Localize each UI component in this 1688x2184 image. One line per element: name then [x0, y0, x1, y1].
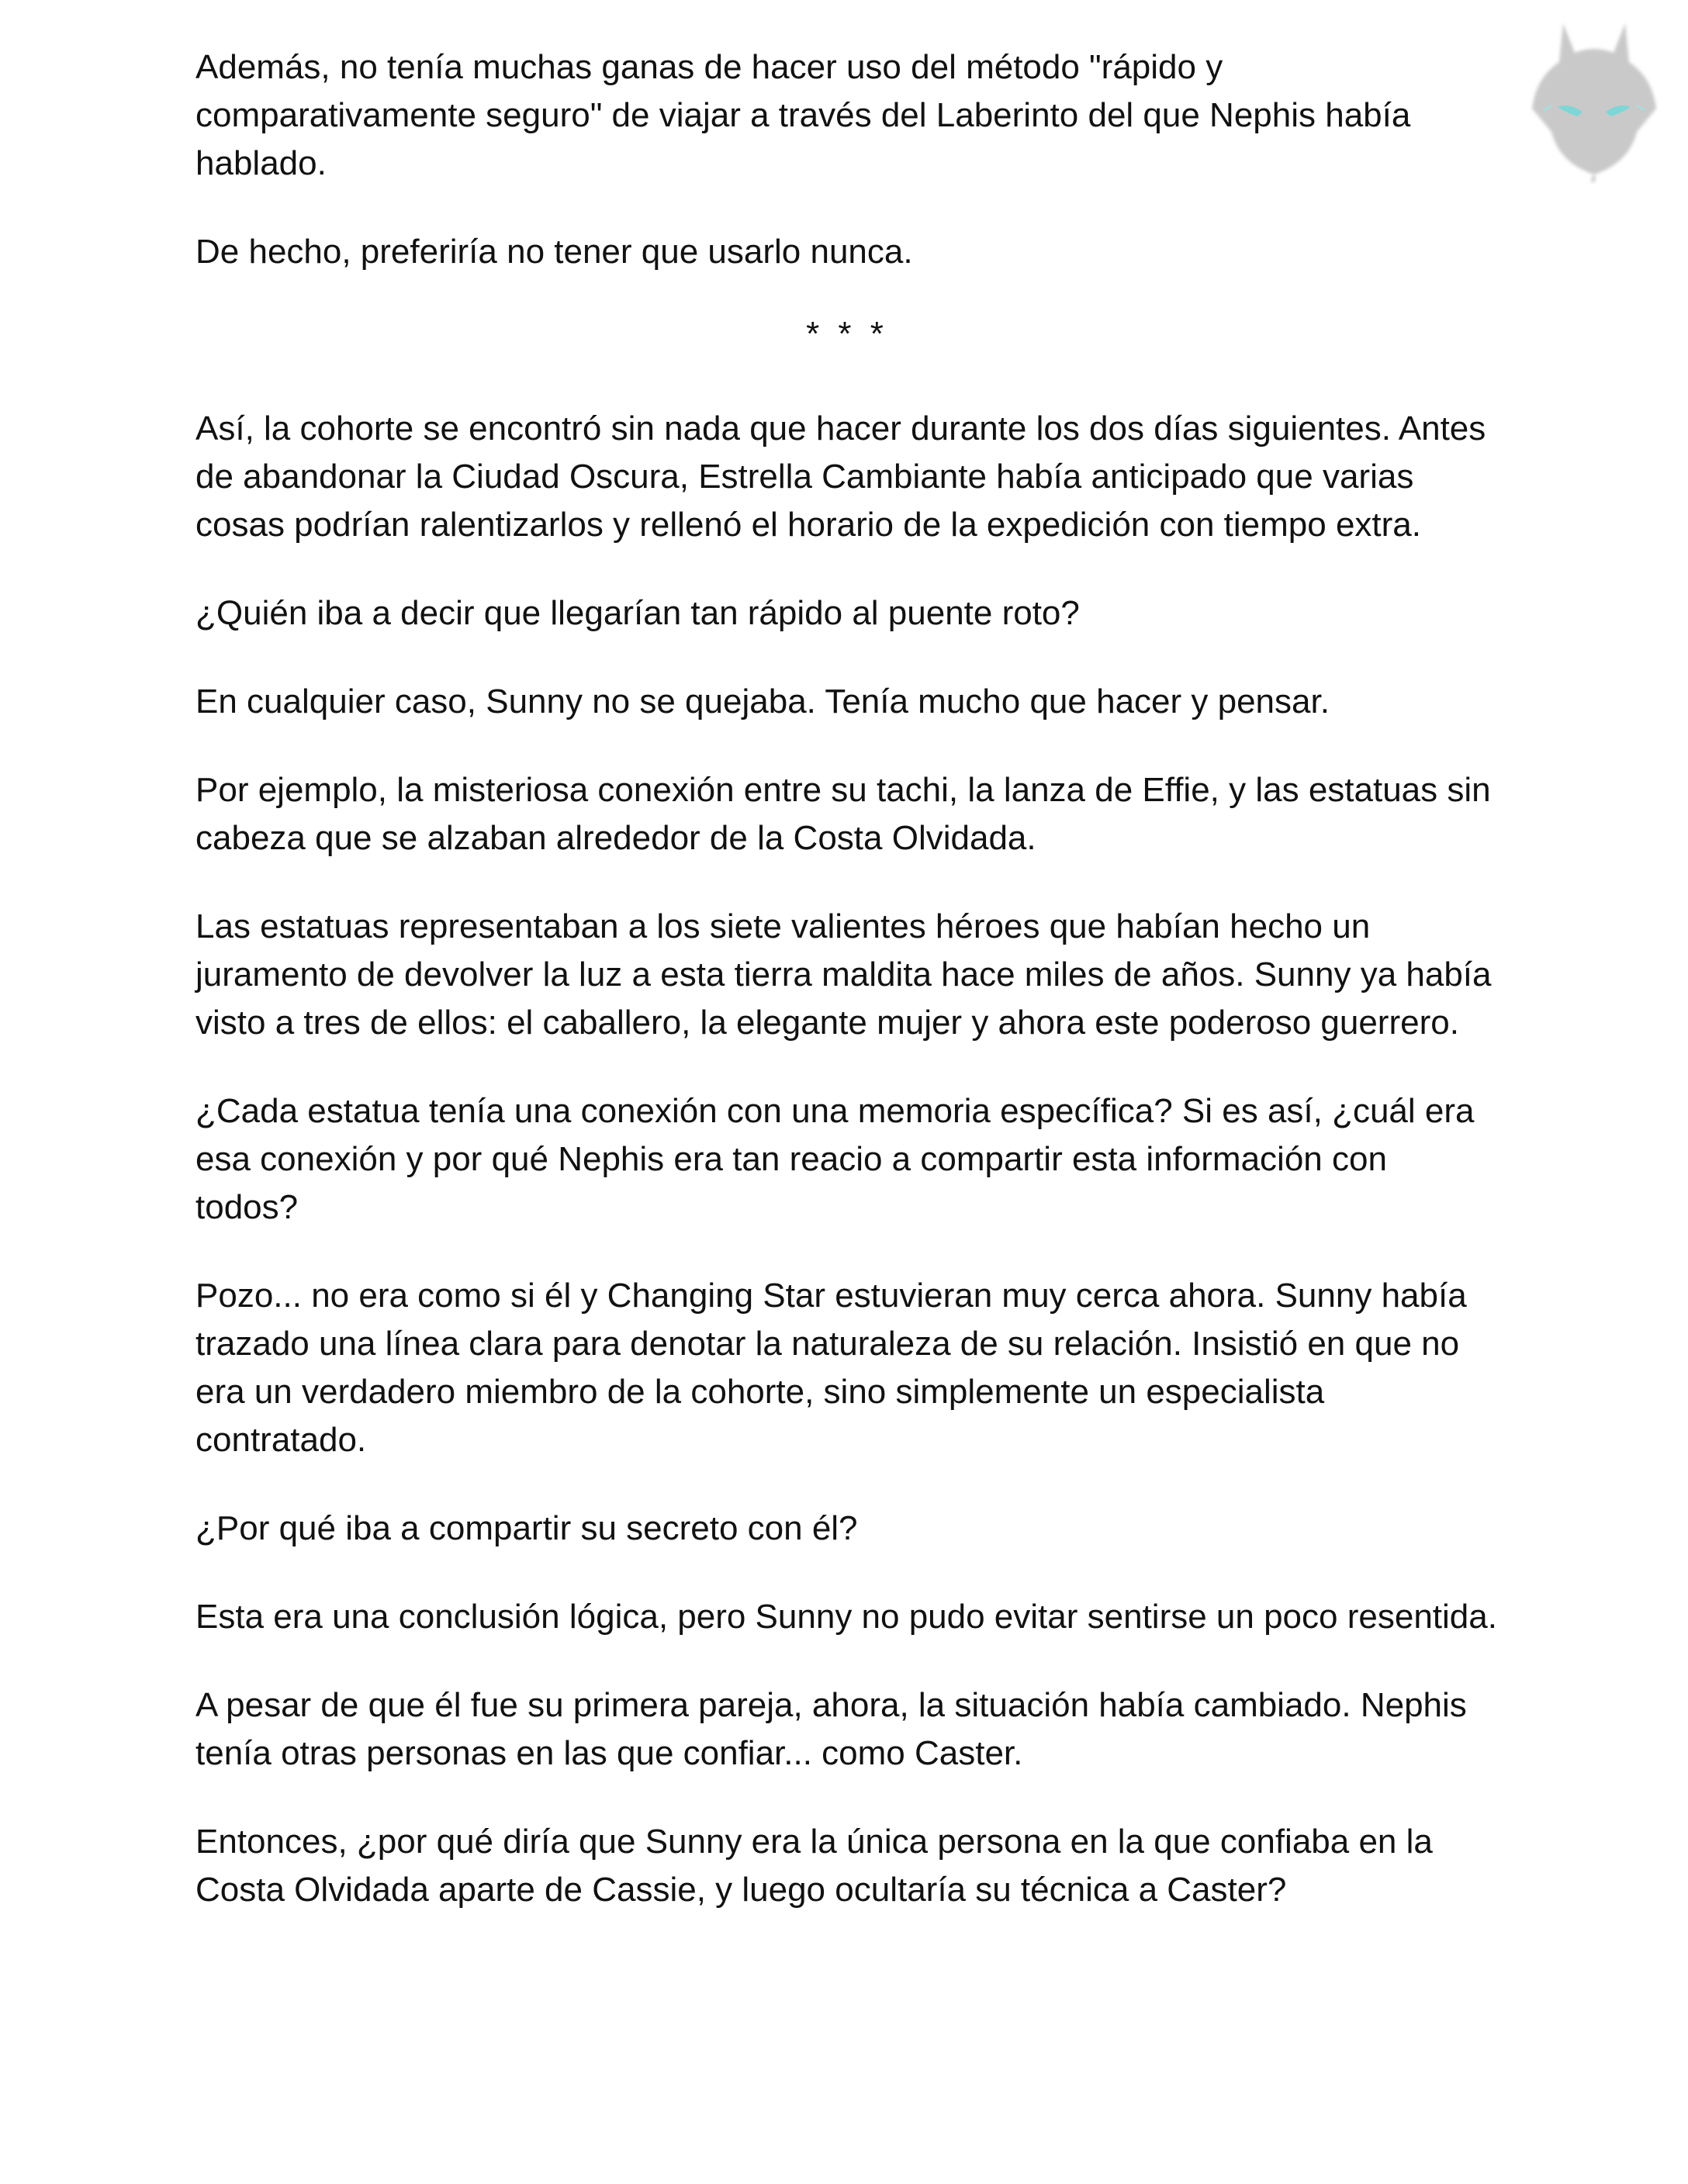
paragraph: A pesar de que él fue su primera pareja, ahora, la situación había cambiado. Nephis tenía otras personas en las que confiar... como Caster.: [195, 1686, 1467, 1772]
paragraph: En cualquier caso, Sunny no se quejaba. Tenía mucho que hacer y pensar.: [195, 682, 1330, 721]
paragraph: De hecho, preferiría no tener que usarlo nunca.: [195, 233, 913, 271]
paragraph: Las estatuas representaban a los siete valientes héroes que habían hecho un juramento de devolver la luz a esta tierra maldita hace miles de años. Sunny ya había visto a tres de ellos: el caballero, la elegante mujer y ahora este poderoso guerrero.: [195, 907, 1492, 1042]
paragraph: Esta era una conclusión lógica, pero Sunny no pudo evitar sentirse un poco resentida.: [195, 1598, 1497, 1636]
paragraph: ¿Cada estatua tenía una conexión con una memoria específica? Si es así, ¿cuál era esa conexión y por qué Nephis era tan reacio a compartir esta información con todos?: [195, 1092, 1475, 1226]
paragraph: Entonces, ¿por qué diría que Sunny era la única persona en la que confiaba en la Costa Olvidada aparte de Cassie, y luego ocultaría su técnica a Caster?: [195, 1823, 1433, 1909]
paragraph: Pozo... no era como si él y Changing Star estuvieran muy cerca ahora. Sunny había trazado una línea clara para denotar la naturaleza de su relación. Insistió en que no era un verdadero miembro de la cohorte, sino simplemente un especialista contratado.: [195, 1277, 1467, 1459]
paragraph: Además, no tenía muchas ganas de hacer uso del método "rápido y comparativamente seguro" de viajar a través del Laberinto del que Nephis había hablado.: [195, 48, 1411, 182]
demon-head-logo-icon: [1520, 16, 1668, 186]
paragraph: Así, la cohorte se encontró sin nada que hacer durante los dos días siguientes. Antes de abandonar la Ciudad Oscura, Estrella Cambiante había anticipado que varias cosas podrían ralentizarlos y rellenó el horario de la expedición con tiempo extra.: [195, 410, 1486, 544]
paragraph: ¿Quién iba a decir que llegarían tan rápido al puente roto?: [195, 594, 1080, 632]
paragraph: Por ejemplo, la misteriosa conexión entre su tachi, la lanza de Effie, y las estatuas sin cabeza que se alzaban alrededor de la Costa Olvidada.: [195, 771, 1491, 857]
paragraph: ¿Por qué iba a compartir su secreto con él?: [195, 1509, 858, 1547]
section-separator: * * *: [806, 315, 888, 353]
document-body: [195, 43, 1499, 1954]
